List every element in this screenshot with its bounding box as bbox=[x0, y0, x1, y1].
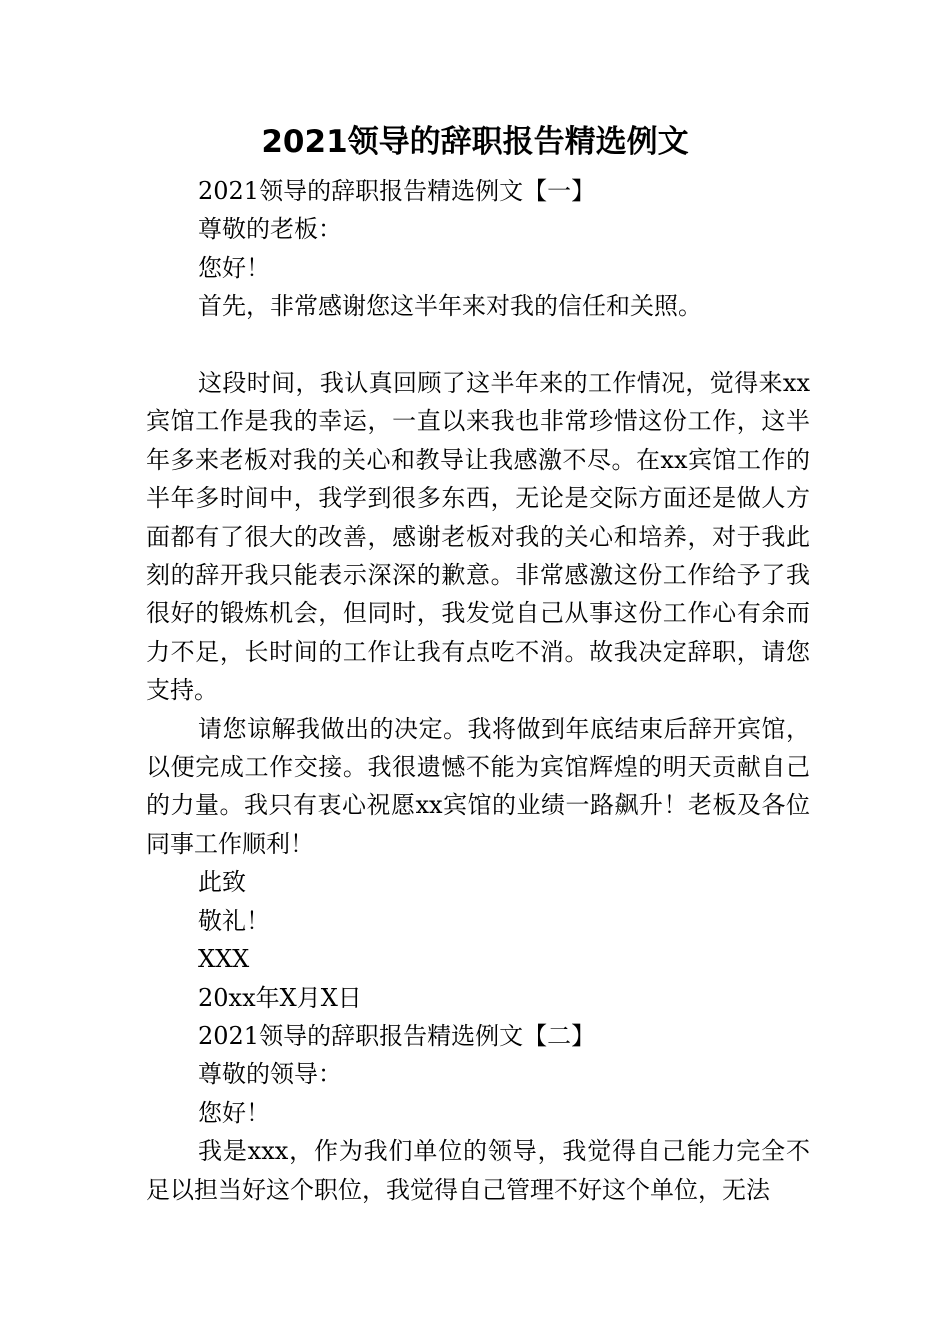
section-heading-2: 2021领导的辞职报告精选例文【二】 bbox=[198, 1021, 596, 1050]
body-paragraph: 这段时间，我认真回顾了这半年来的工作情况，觉得来xx宾馆工作是我的幸运，一直以来我也非常珍惜这份工作，这半年多来老板对我的关心和教导让我感激不尽。在xx宾馆工作的半年多时间中，我学到很多东西，无论是交际方面还是做人方面都有了很大的改善，感谢老板对我的关心和培养，对于我此刻的辞开我只能表示深深的歉意。非常感激这份工作给予了我很好的锻炼机会，但同时，我发觉自己从事这份工作心有余而力不足，长时间的工作让我有点吃不消。故我决定辞职，请您支持。 bbox=[146, 369, 810, 705]
greeting: 您好！ bbox=[198, 1098, 270, 1127]
salutation: 尊敬的老板： bbox=[198, 215, 342, 244]
signature: XXX bbox=[198, 945, 250, 974]
document-title: 2021领导的辞职报告精选例文 bbox=[261, 124, 689, 160]
body-paragraph: 首先，非常感谢您这半年来对我的信任和关照。 bbox=[198, 292, 702, 321]
greeting: 您好！ bbox=[198, 253, 270, 282]
section-heading-1: 2021领导的辞职报告精选例文【一】 bbox=[198, 177, 596, 205]
salutation: 尊敬的领导： bbox=[198, 1060, 342, 1089]
body-paragraph: 我是xxx，作为我们单位的领导，我觉得自己能力完全不足以担当好这个职位，我觉得自己管理不好这个单位，无法 bbox=[146, 1137, 810, 1204]
blank-line bbox=[146, 326, 810, 364]
closing: 此致 bbox=[198, 868, 246, 897]
date: 20xx年X月X日 bbox=[198, 983, 362, 1012]
body-paragraph: 请您谅解我做出的决定。我将做到年底结束后辞开宾馆，以便完成工作交接。我很遗憾不能为宾馆辉煌的明天贡献自己的力量。我只有衷心祝愿xx宾馆的业绩一路飙升！老板及各位同事工作顺利！ bbox=[146, 714, 810, 858]
closing-salute: 敬礼！ bbox=[198, 906, 270, 935]
document-body bbox=[146, 172, 810, 1209]
